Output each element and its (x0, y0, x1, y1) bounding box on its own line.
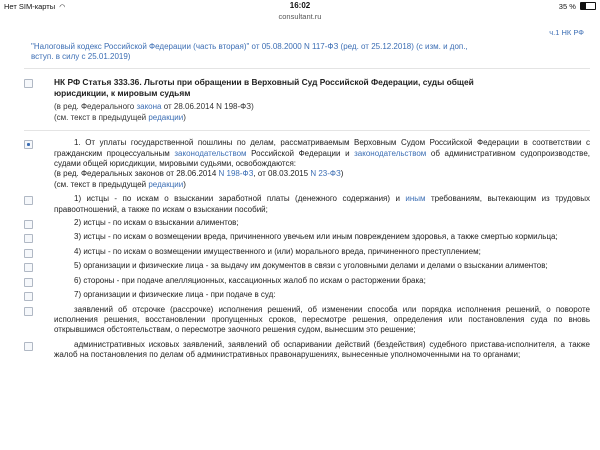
note-text: (в ред. Федерального (54, 102, 137, 112)
header-title-line-2: вступ. в силу с 25.01.2019) (31, 52, 131, 62)
clock: 16:02 (289, 1, 311, 10)
paragraph-1 (24, 138, 590, 190)
status-bar (0, 0, 600, 12)
article-title (24, 77, 590, 99)
carrier-label: Нет SIM-карты (4, 2, 56, 11)
note-text: ) (183, 112, 186, 122)
document-header[interactable] (31, 42, 590, 62)
law-198-link[interactable]: N 198-ФЗ (218, 169, 254, 179)
paragraph-text: 1. От уплаты государственной пошлины по делам, рассматриваемым Верховным Судом Российской Федерации в соответствии с гражданским процессуальным (54, 138, 590, 158)
law-23-link[interactable]: N 23-ФЗ (310, 169, 341, 179)
paragraph-text: об административном судопроизводстве, судами общей юрисдикции, мировыми судьями, освобождаются: (54, 148, 591, 169)
subparagraph-5 (24, 261, 590, 271)
article-prev-note (54, 113, 590, 123)
battery-fill (581, 3, 586, 9)
article-title-line-2: юрисдикции, к мировым судьям (54, 88, 191, 99)
subparagraph-4 (24, 247, 590, 257)
subparagraph-2 (24, 218, 590, 228)
note-text: (см. текст в предыдущей (54, 112, 149, 122)
bookmark-icon[interactable] (24, 307, 33, 316)
subparagraph-7 (24, 290, 590, 300)
address-bar[interactable]: consultant.ru (278, 12, 322, 21)
bookmark-icon[interactable] (24, 249, 33, 258)
battery-status (559, 2, 596, 11)
admin-procedure-link[interactable]: законодательством (354, 148, 427, 158)
other-claims-link[interactable]: иным (405, 194, 426, 204)
civil-procedure-link[interactable]: законодательством (174, 148, 247, 158)
part-link[interactable]: ч.1 НК РФ (549, 28, 584, 37)
divider (24, 130, 590, 131)
article-edit-note (54, 102, 590, 112)
previous-edition-link[interactable]: редакции (148, 179, 184, 189)
subparagraph-text: требованиям, вытекающим из трудовых правоотношений, а также по искам о взыскании пособий; (54, 194, 591, 214)
paragraph-1-prev-note (54, 180, 590, 190)
subparagraph-text: заявлений об отсрочке (рассрочке) исполнения решений, об изменении способа или порядка исполнения решений, о повороте исполнения решения, восстановлении пропущенных сроков, пересмотре решения, определения или постановления суда по вновь открывшимся обстоятельствам, о пересмотре заочного решения судом, вынесшим это решение; (54, 304, 590, 335)
battery-percent: 35 % (558, 2, 576, 11)
bookmark-icon[interactable] (24, 196, 33, 205)
bookmark-icon[interactable] (24, 140, 33, 149)
subparagraph-text: административных исковых заявлений, заявлений об оспаривании действий (бездействия) судебного пристава-исполнителя, а также жалоб на постановления по делам об административных правонарушениях, вынесенные уполномоченными на то органами; (54, 339, 590, 360)
note-text: ) (183, 179, 186, 189)
subparagraph-text: 1) истцы - по искам о взыскании заработной платы (денежного содержания) и (74, 194, 406, 204)
note-text: (см. текст в предыдущей (54, 179, 149, 189)
subparagraph-6 (24, 276, 590, 286)
subparagraph-text: 7) организации и физические лица - при подаче в суд: (74, 290, 276, 300)
paragraph-text: Российской Федерации и (246, 148, 355, 158)
subparagraph-text: 3) истцы - по искам о возмещении вреда, причиненного увечьем или иным повреждением здоровья, а также смертью кормильца; (74, 232, 558, 242)
paragraph-1-edit-note (54, 169, 590, 179)
bookmark-icon[interactable] (24, 292, 33, 301)
article-title-line-1: НК РФ Статья 333.36. Льготы при обращении в Верховный Суд Российской Федерации, суды общей (54, 77, 474, 88)
subparagraph-text: 4) истцы - по искам о возмещении имущественного и (или) морального вреда, причиненного преступлением; (74, 246, 481, 256)
bookmark-icon[interactable] (24, 220, 33, 229)
wifi-icon: ◠ (59, 4, 66, 11)
note-text: (в ред. Федеральных законов от 28.06.2014 (54, 169, 219, 179)
note-text: от 28.06.2014 N 198-ФЗ) (161, 102, 254, 112)
document (24, 26, 590, 361)
divider (24, 68, 590, 69)
law-link[interactable]: закона (136, 102, 162, 112)
subparagraph-3 (24, 232, 590, 242)
subparagraph-1 (24, 194, 590, 215)
subparagraph-text: 5) организации и физические лица - за выдачу им документов в связи с уголовными делами и делами о взыскании алиментов; (74, 261, 548, 271)
note-text: , от 08.03.2015 (253, 169, 311, 179)
bookmark-icon[interactable] (24, 263, 33, 272)
previous-edition-link[interactable]: редакции (148, 112, 184, 122)
bookmark-icon[interactable] (24, 342, 33, 351)
subparagraph-text: 6) стороны - при подаче апелляционных, кассационных жалоб по искам о расторжении брака; (74, 275, 426, 285)
subparagraph-text: 2) истцы - по искам о взыскании алиментов; (74, 218, 239, 228)
subparagraph-7-a (24, 305, 590, 336)
note-text: ) (340, 169, 344, 179)
header-title-line-1: "Налоговый кодекс Российской Федерации (часть вторая)" от 05.08.2000 N 117-ФЗ (ред. от 25.12.2018) (с изм. и доп., (31, 42, 468, 52)
bookmark-icon[interactable] (24, 278, 33, 287)
subparagraph-7-b (24, 340, 590, 361)
battery-icon (580, 2, 596, 10)
bookmark-icon[interactable] (24, 234, 33, 243)
bookmark-icon[interactable] (24, 79, 33, 88)
